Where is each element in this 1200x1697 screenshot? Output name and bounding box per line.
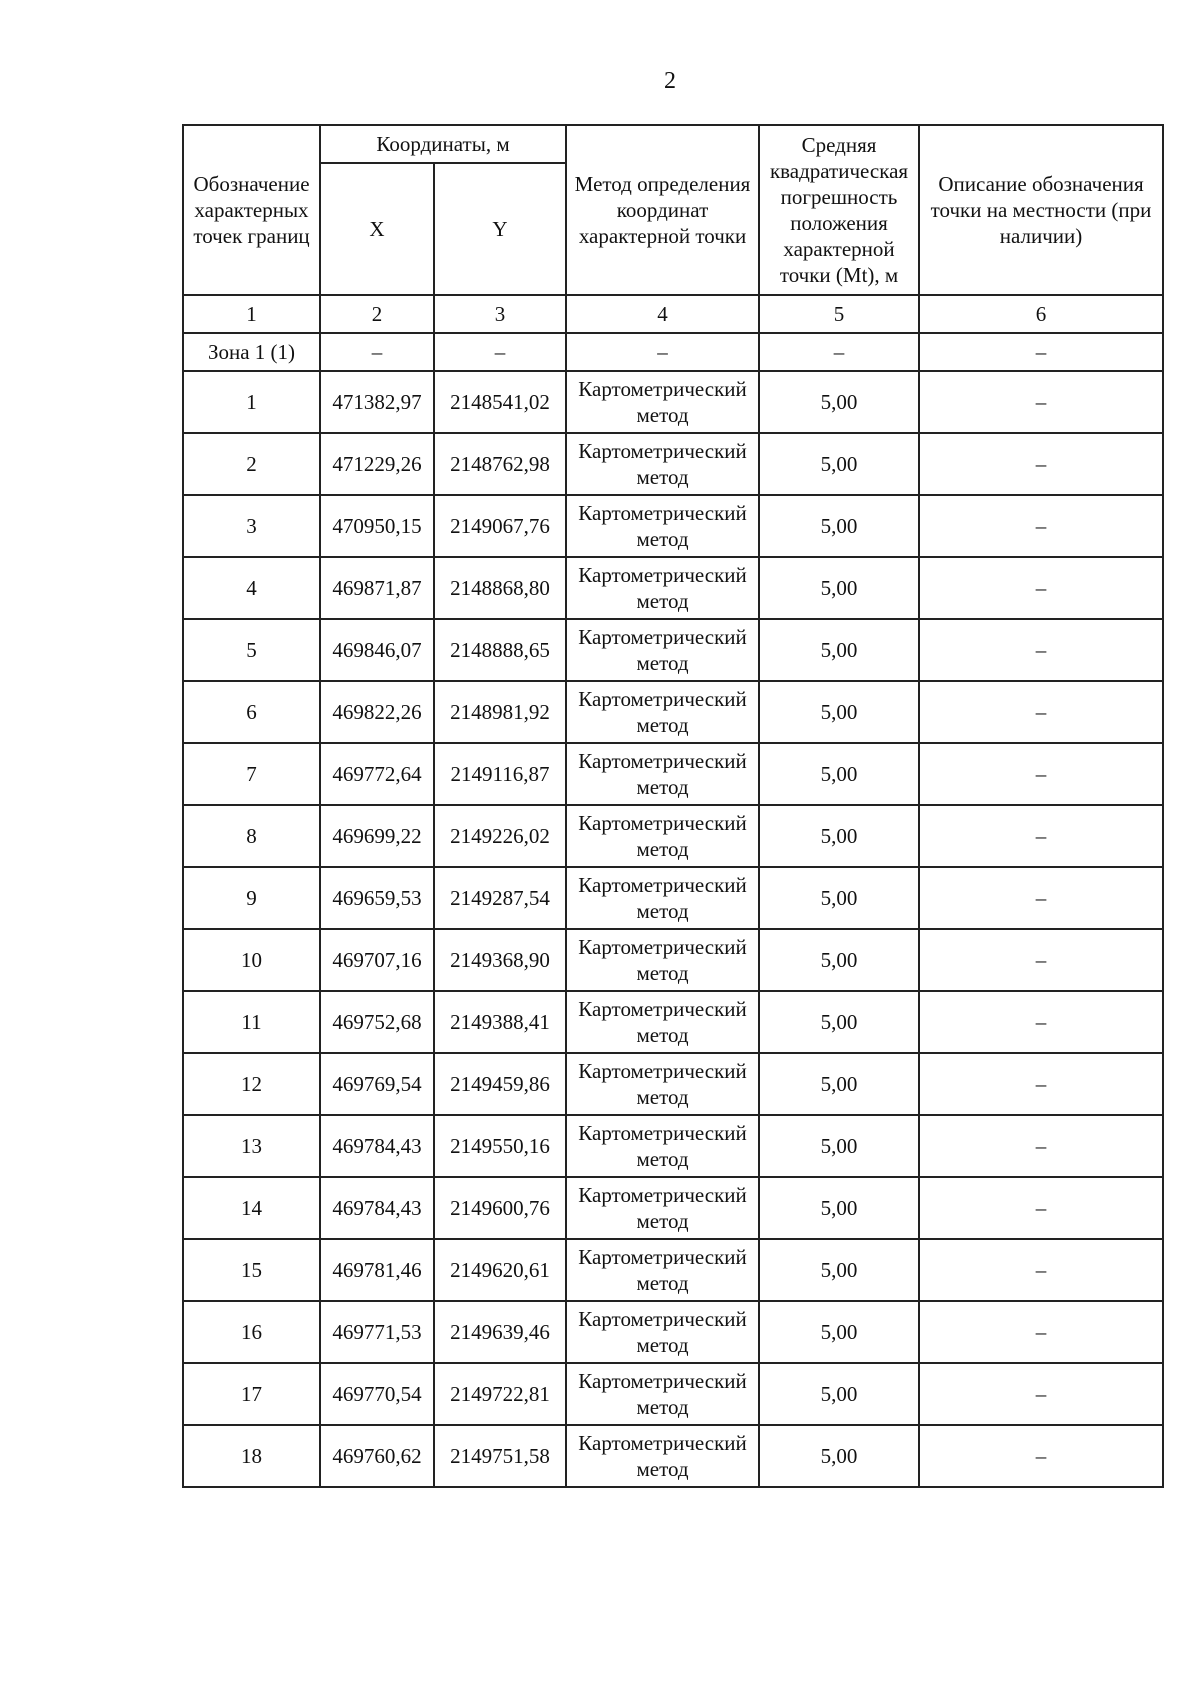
table-row bbox=[183, 495, 1163, 557]
column-number-row bbox=[183, 295, 1163, 333]
zone-y: – bbox=[434, 333, 566, 371]
coord-x: 469771,53 bbox=[320, 1301, 434, 1363]
table-row bbox=[183, 1363, 1163, 1425]
point-number: 12 bbox=[183, 1053, 320, 1115]
error-value: 5,00 bbox=[759, 1115, 919, 1177]
table-row bbox=[183, 371, 1163, 433]
description: – bbox=[919, 1053, 1163, 1115]
coord-x: 469871,87 bbox=[320, 557, 434, 619]
column-number: 6 bbox=[919, 295, 1163, 333]
coord-x: 469781,46 bbox=[320, 1239, 434, 1301]
column-number: 1 bbox=[183, 295, 320, 333]
coord-x: 469659,53 bbox=[320, 867, 434, 929]
point-number: 14 bbox=[183, 1177, 320, 1239]
header-y: Y bbox=[434, 163, 566, 295]
coord-x: 469822,26 bbox=[320, 681, 434, 743]
coord-x: 469784,43 bbox=[320, 1115, 434, 1177]
point-number: 2 bbox=[183, 433, 320, 495]
error-value: 5,00 bbox=[759, 557, 919, 619]
description: – bbox=[919, 495, 1163, 557]
zone-label: Зона 1 (1) bbox=[183, 333, 320, 371]
table-row bbox=[183, 681, 1163, 743]
coord-x: 469772,64 bbox=[320, 743, 434, 805]
coord-y: 2149600,76 bbox=[434, 1177, 566, 1239]
coord-y: 2149287,54 bbox=[434, 867, 566, 929]
coord-y: 2148888,65 bbox=[434, 619, 566, 681]
point-number: 9 bbox=[183, 867, 320, 929]
zone-method: – bbox=[566, 333, 759, 371]
error-value: 5,00 bbox=[759, 1425, 919, 1487]
method: Картометрический метод bbox=[566, 929, 759, 991]
table-row bbox=[183, 867, 1163, 929]
method: Картометрический метод bbox=[566, 371, 759, 433]
coord-y: 2148868,80 bbox=[434, 557, 566, 619]
coord-y: 2149459,86 bbox=[434, 1053, 566, 1115]
description: – bbox=[919, 1177, 1163, 1239]
header-error: Средняя квадратическая погрешность положения характерной точки (Mt), м bbox=[759, 125, 919, 295]
method: Картометрический метод bbox=[566, 1239, 759, 1301]
column-number: 4 bbox=[566, 295, 759, 333]
method: Картометрический метод bbox=[566, 1115, 759, 1177]
point-number: 8 bbox=[183, 805, 320, 867]
description: – bbox=[919, 1115, 1163, 1177]
table-row bbox=[183, 619, 1163, 681]
point-number: 15 bbox=[183, 1239, 320, 1301]
coordinates-table bbox=[182, 124, 1164, 1488]
error-value: 5,00 bbox=[759, 929, 919, 991]
coord-x: 469752,68 bbox=[320, 991, 434, 1053]
point-number: 11 bbox=[183, 991, 320, 1053]
table-row bbox=[183, 433, 1163, 495]
coord-y: 2149067,76 bbox=[434, 495, 566, 557]
column-number: 3 bbox=[434, 295, 566, 333]
coord-x: 469770,54 bbox=[320, 1363, 434, 1425]
column-number: 2 bbox=[320, 295, 434, 333]
coord-y: 2148981,92 bbox=[434, 681, 566, 743]
table-row bbox=[183, 1239, 1163, 1301]
point-number: 18 bbox=[183, 1425, 320, 1487]
error-value: 5,00 bbox=[759, 371, 919, 433]
header-point-designation: Обозначение характерных точек границ bbox=[183, 125, 320, 295]
table-row bbox=[183, 557, 1163, 619]
description: – bbox=[919, 805, 1163, 867]
description: – bbox=[919, 681, 1163, 743]
point-number: 17 bbox=[183, 1363, 320, 1425]
method: Картометрический метод bbox=[566, 991, 759, 1053]
description: – bbox=[919, 929, 1163, 991]
description: – bbox=[919, 743, 1163, 805]
coord-x: 469784,43 bbox=[320, 1177, 434, 1239]
error-value: 5,00 bbox=[759, 495, 919, 557]
zone-description: – bbox=[919, 333, 1163, 371]
error-value: 5,00 bbox=[759, 1053, 919, 1115]
point-number: 4 bbox=[183, 557, 320, 619]
error-value: 5,00 bbox=[759, 433, 919, 495]
error-value: 5,00 bbox=[759, 1177, 919, 1239]
method: Картометрический метод bbox=[566, 1363, 759, 1425]
coord-x: 469769,54 bbox=[320, 1053, 434, 1115]
header-method: Метод определения координат характерной точки bbox=[566, 125, 759, 295]
table-row bbox=[183, 929, 1163, 991]
error-value: 5,00 bbox=[759, 805, 919, 867]
error-value: 5,00 bbox=[759, 991, 919, 1053]
method: Картометрический метод bbox=[566, 495, 759, 557]
description: – bbox=[919, 1425, 1163, 1487]
method: Картометрический метод bbox=[566, 1301, 759, 1363]
method: Картометрический метод bbox=[566, 1177, 759, 1239]
coord-y: 2148541,02 bbox=[434, 371, 566, 433]
method: Картометрический метод bbox=[566, 1425, 759, 1487]
point-number: 13 bbox=[183, 1115, 320, 1177]
method: Картометрический метод bbox=[566, 867, 759, 929]
header-coordinates: Координаты, м bbox=[320, 125, 566, 163]
table-row bbox=[183, 1115, 1163, 1177]
table-row bbox=[183, 1425, 1163, 1487]
method: Картометрический метод bbox=[566, 433, 759, 495]
coord-y: 2149639,46 bbox=[434, 1301, 566, 1363]
table-row bbox=[183, 1053, 1163, 1115]
description: – bbox=[919, 867, 1163, 929]
zone-x: – bbox=[320, 333, 434, 371]
error-value: 5,00 bbox=[759, 681, 919, 743]
error-value: 5,00 bbox=[759, 1363, 919, 1425]
point-number: 5 bbox=[183, 619, 320, 681]
description: – bbox=[919, 1363, 1163, 1425]
header-x: X bbox=[320, 163, 434, 295]
coord-x: 469846,07 bbox=[320, 619, 434, 681]
error-value: 5,00 bbox=[759, 619, 919, 681]
coord-x: 469707,16 bbox=[320, 929, 434, 991]
coord-x: 471229,26 bbox=[320, 433, 434, 495]
table-row bbox=[183, 991, 1163, 1053]
coord-y: 2149116,87 bbox=[434, 743, 566, 805]
description: – bbox=[919, 619, 1163, 681]
error-value: 5,00 bbox=[759, 1239, 919, 1301]
method: Картометрический метод bbox=[566, 743, 759, 805]
method: Картометрический метод bbox=[566, 557, 759, 619]
coord-x: 469699,22 bbox=[320, 805, 434, 867]
point-number: 6 bbox=[183, 681, 320, 743]
error-value: 5,00 bbox=[759, 743, 919, 805]
coord-y: 2149368,90 bbox=[434, 929, 566, 991]
zone-error: – bbox=[759, 333, 919, 371]
coord-y: 2148762,98 bbox=[434, 433, 566, 495]
coord-x: 471382,97 bbox=[320, 371, 434, 433]
point-number: 3 bbox=[183, 495, 320, 557]
coord-y: 2149722,81 bbox=[434, 1363, 566, 1425]
coord-y: 2149550,16 bbox=[434, 1115, 566, 1177]
table-row bbox=[183, 743, 1163, 805]
description: – bbox=[919, 1239, 1163, 1301]
point-number: 16 bbox=[183, 1301, 320, 1363]
method: Картометрический метод bbox=[566, 681, 759, 743]
header-description: Описание обозначения точки на местности (при наличии) bbox=[919, 125, 1163, 295]
coord-x: 470950,15 bbox=[320, 495, 434, 557]
description: – bbox=[919, 433, 1163, 495]
error-value: 5,00 bbox=[759, 867, 919, 929]
point-number: 7 bbox=[183, 743, 320, 805]
coord-x: 469760,62 bbox=[320, 1425, 434, 1487]
point-number: 10 bbox=[183, 929, 320, 991]
description: – bbox=[919, 991, 1163, 1053]
column-number: 5 bbox=[759, 295, 919, 333]
error-value: 5,00 bbox=[759, 1301, 919, 1363]
description: – bbox=[919, 557, 1163, 619]
table-row bbox=[183, 805, 1163, 867]
coord-y: 2149388,41 bbox=[434, 991, 566, 1053]
table-row bbox=[183, 1177, 1163, 1239]
page-number: 2 bbox=[664, 68, 676, 94]
method: Картометрический метод bbox=[566, 1053, 759, 1115]
description: – bbox=[919, 1301, 1163, 1363]
method: Картометрический метод bbox=[566, 805, 759, 867]
table-row bbox=[183, 1301, 1163, 1363]
coord-y: 2149226,02 bbox=[434, 805, 566, 867]
coord-y: 2149751,58 bbox=[434, 1425, 566, 1487]
point-number: 1 bbox=[183, 371, 320, 433]
coord-y: 2149620,61 bbox=[434, 1239, 566, 1301]
description: – bbox=[919, 371, 1163, 433]
zone-row bbox=[183, 333, 1163, 371]
method: Картометрический метод bbox=[566, 619, 759, 681]
